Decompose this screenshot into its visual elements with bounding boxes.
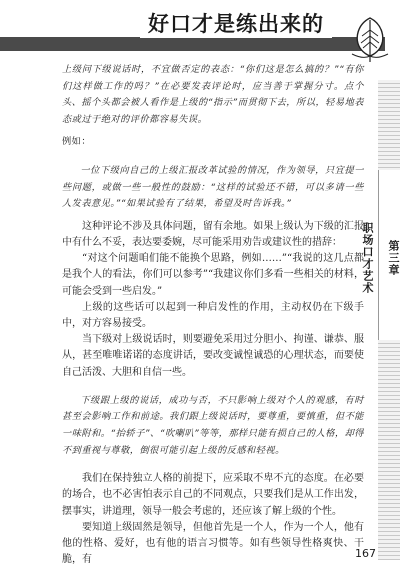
body-paragraph-1: 这种评论不涉及具体问题，留有余地。如果上级认为下级的汇报中有什么不妥，表达要委婉，尽可能采用劝告或建议性的措辞： <box>62 220 364 248</box>
quote-paragraph-3: 下级跟上级的说话，成功与否，不只影响上级对个人的观感，有时甚至会影响工作和前途。我们跟上级说话时，要尊重，要慎重，但不能一味附和。“抬轿子”、“吹喇叭”等等，那样只能有损自己的人格，却得不到重视与尊敬，倒很可能引起上级的反感和轻视。 <box>62 394 364 456</box>
chapter-title: 职场口才艺术 <box>361 222 374 294</box>
body-paragraph-3: 上级的这些话可以起到一种启发性的作用，主动权仍在下级手中，对方容易接受。 <box>62 301 364 329</box>
chapter-separator <box>374 252 387 264</box>
header-title: 好口才是练出来的 <box>140 12 332 38</box>
chapter-number: 第三章 <box>387 240 400 276</box>
page-content <box>62 62 364 568</box>
body-paragraph-2: “对这个问题咱们能不能换个思路，例如……”“我说的这几点都是我个人的看法，你们可以参考”“我建议你们多看一些相关的材料，可能会受到一些启发。” <box>62 253 364 297</box>
header-band <box>0 37 385 51</box>
body-paragraph-4: 当下级对上级说话时，则要避免采用过分胆小、拘谨、谦恭、服从，甚至唯唯诺诺的态度讲话，要改变诚惶诚恐的心理状态，而要使自己活泼、大胆和自信一些。 <box>62 334 364 378</box>
page-number: 167 <box>355 547 376 560</box>
page-header <box>0 0 400 66</box>
quote-paragraph-2: 一位下级向自己的上级汇报改革试验的情况，作为领导，只宜提一些问题，或做一些一般性的鼓励：“这样的试验还不错，可以多请一些人发表意见。”“如果试验有了结果，希望及时告诉我。” <box>62 164 364 210</box>
leaf-decoration-icon <box>340 14 400 66</box>
body-paragraph-6: 要知道上级固然是领导，但他首先是一个人，作为一个人，他有他的性格、爱好，也有他的语言习惯等。如有些领导性格爽快、干脆，有 <box>62 521 364 566</box>
chapter-tab <box>361 170 400 340</box>
body-paragraph-5: 我们在保持独立人格的前提下，应采取不卑不亢的态度。在必要的场合，也不必害怕表示自己的不同观点，只要我们是从工作出发，摆事实，讲道理，领导一般会考虑的，还应该了解上级的个性。 <box>62 473 364 517</box>
quote-paragraph-1: 上级问下级说话时，不宜做否定的表态：“你们这是怎么搞的？”“有你们这样做工作的吗？”在必要发表评论时，应当善于掌握分寸。点个头、摇个头都会被人看作是上级的“指示”而贯彻下去，所以，轻易地表态或过于绝对的评价都容易失误。 <box>62 64 364 125</box>
example-label: 例如： <box>62 136 92 148</box>
